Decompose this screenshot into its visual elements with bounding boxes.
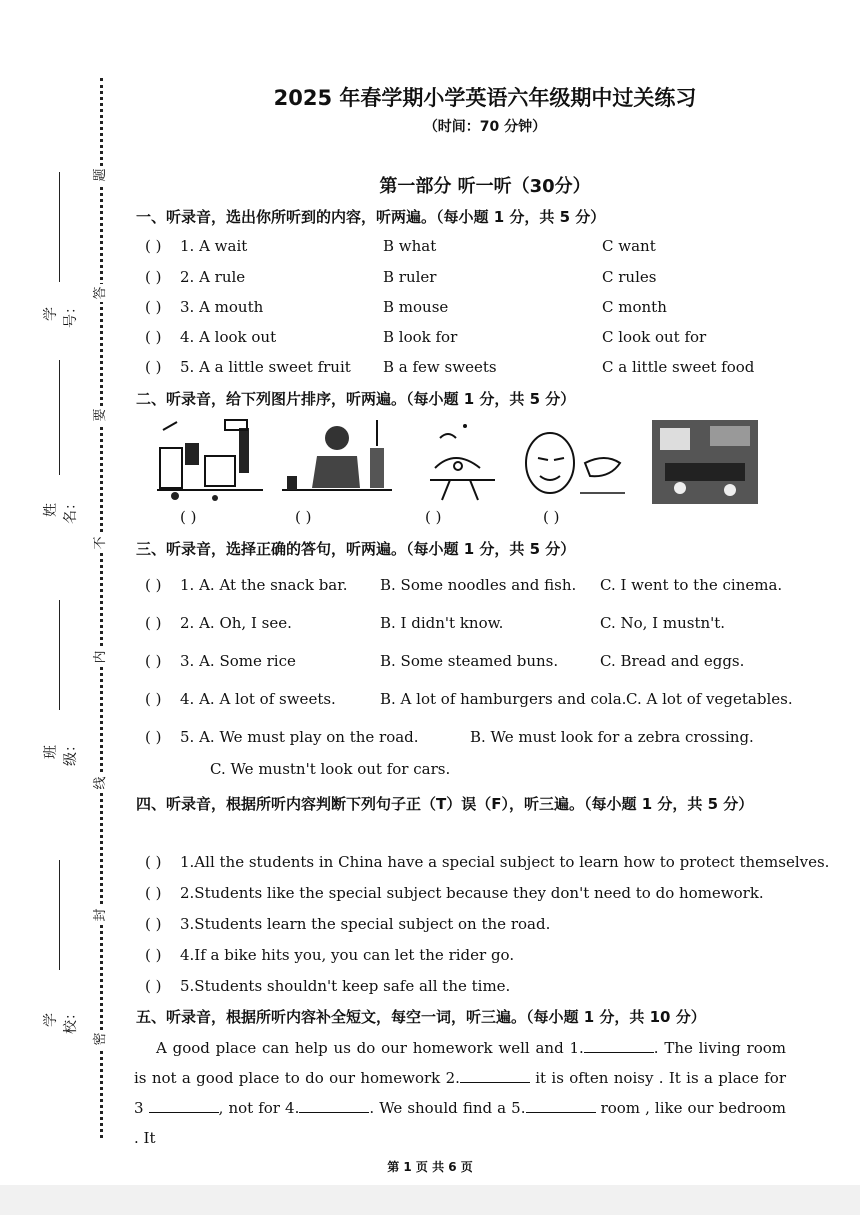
seal-char: 不: [92, 534, 110, 552]
option-b: B. Some steamed buns.: [380, 652, 559, 670]
option-b: B. A lot of hamburgers and cola.: [380, 690, 627, 708]
statement-row: [140, 977, 820, 1001]
answer-blank[interactable]: ( ): [145, 728, 162, 746]
answer-blank[interactable]: ( ): [145, 298, 162, 316]
answer-blank[interactable]: ( ): [145, 946, 162, 964]
seal-char: 内: [92, 648, 110, 666]
student-number-field[interactable]: [40, 172, 80, 337]
option-b: B. I didn't know.: [380, 614, 504, 632]
option-c: C. We mustn't look out for cars.: [210, 760, 451, 778]
passage-text: it is often noisy . It is a place for 3: [134, 1069, 787, 1117]
name-field[interactable]: [40, 360, 80, 530]
option-b: B mouse: [383, 298, 449, 316]
page-number: 第 1 页 共 6 页: [387, 1160, 473, 1174]
question-row: [140, 576, 820, 600]
answer-blank[interactable]: ( ): [145, 358, 162, 376]
section-three-heading: 三、听录音，选择正确的答句，听两遍。（每小题 1 分，共 5 分）: [136, 540, 576, 558]
statement-row: [140, 853, 830, 877]
question-row: [140, 690, 820, 714]
picture-order-blank[interactable]: ( ): [425, 508, 442, 526]
passage-text: . The living room is not a good place to do our homework 2.: [134, 1039, 786, 1087]
kitchen-scene-picture: [155, 418, 265, 506]
passage-text: . We should find a 5.: [369, 1099, 526, 1117]
question-row-continued: [140, 760, 820, 784]
option-c: C a little sweet food: [602, 358, 755, 376]
cloze-blank[interactable]: [584, 1038, 654, 1053]
boy-at-desk-picture: [282, 418, 392, 506]
seal-char: 题: [92, 166, 110, 184]
street-scene-picture: [650, 418, 760, 506]
option-a: 2. A rule: [180, 268, 246, 286]
question-row: [140, 268, 820, 292]
school-underline: [59, 860, 60, 970]
name-label: 姓名：: [43, 496, 79, 524]
section-two-heading: 二、听录音，给下列图片排序，听两遍。（每小题 1 分，共 5 分）: [136, 390, 576, 408]
statement-row: [140, 915, 820, 939]
question-row: [140, 728, 820, 752]
cloze-passage: [134, 1033, 786, 1153]
seal-char: 线: [92, 774, 110, 792]
cloze-blank[interactable]: [460, 1068, 530, 1083]
question-row: [140, 237, 820, 261]
section-five-heading: 五、听录音，根据所听内容补全短文，每空一词，听三遍。（每小题 1 分，共 10 分）: [136, 1008, 706, 1026]
option-c: C. Bread and eggs.: [600, 652, 745, 670]
option-b: B ruler: [383, 268, 437, 286]
seal-char: 封: [92, 906, 110, 924]
page-title: 2025 年春学期小学英语六年级期中过关练习: [273, 86, 697, 110]
option-a: 1. A. At the snack bar.: [180, 576, 348, 594]
passage-text: A good place can help us do our homework well and 1.: [156, 1039, 584, 1057]
statement-text: 5.Students shouldn't keep safe all the time.: [180, 977, 511, 995]
part-one-title: 第一部分 听一听（30分）: [379, 176, 591, 197]
passage-text: , not for 4.: [218, 1099, 300, 1117]
answer-blank[interactable]: ( ): [145, 977, 162, 995]
statement-text: 3.Students learn the special subject on the road.: [180, 915, 551, 933]
question-row: [140, 652, 820, 676]
bottom-margin: [0, 1185, 860, 1215]
statement-text: 4.If a bike hits you, you can let the rider go.: [180, 946, 515, 964]
statement-row: [140, 946, 820, 970]
option-c: C month: [602, 298, 667, 316]
passage-text: room , like our bedroom . It: [134, 1099, 787, 1147]
answer-blank[interactable]: ( ): [145, 853, 162, 871]
class-field[interactable]: [40, 600, 80, 766]
option-a: 4. A look out: [180, 328, 277, 346]
name-underline: [59, 360, 60, 475]
seal-char: 答: [92, 284, 110, 302]
option-c: C want: [602, 237, 656, 255]
face-and-animal-picture: [520, 418, 630, 506]
exam-time: （时间：70 分钟）: [423, 119, 547, 135]
cloze-blank[interactable]: [526, 1098, 596, 1113]
class-label: 班级：: [43, 738, 79, 766]
option-c: C. I went to the cinema.: [600, 576, 783, 594]
question-row: [140, 358, 820, 382]
statement-text: 2.Students like the special subject because they don't need to do homework.: [180, 884, 764, 902]
seal-char: 密: [92, 1030, 110, 1048]
question-row: [140, 328, 820, 352]
option-a: 5. A. We must play on the road.: [180, 728, 419, 746]
option-c: C. No, I mustn't.: [600, 614, 726, 632]
option-b: B. We must look for a zebra crossing.: [470, 728, 754, 746]
answer-blank[interactable]: ( ): [145, 915, 162, 933]
student-number-underline: [59, 172, 60, 282]
answer-blank[interactable]: ( ): [145, 268, 162, 286]
cloze-blank[interactable]: [299, 1098, 369, 1113]
option-b: B look for: [383, 328, 458, 346]
section-four-heading: 四、听录音，根据所听内容判断下列句子正（T）误（F），听三遍。（每小题 1 分，共 5 分）: [136, 795, 754, 813]
section-one-heading: 一、听录音，选出你所听到的内容，听两遍。（每小题 1 分，共 5 分）: [136, 208, 606, 226]
school-field[interactable]: [40, 860, 80, 1050]
student-number-label: 学号：: [43, 300, 79, 328]
question-row: [140, 298, 820, 322]
option-a: 4. A. A lot of sweets.: [180, 690, 336, 708]
answer-blank[interactable]: ( ): [145, 576, 162, 594]
option-a: 3. A. Some rice: [180, 652, 296, 670]
option-a: 2. A. Oh, I see.: [180, 614, 292, 632]
option-a: 3. A mouth: [180, 298, 264, 316]
sleeping-person-picture: [410, 418, 520, 506]
option-b: B. Some noodles and fish.: [380, 576, 577, 594]
option-c: C rules: [602, 268, 657, 286]
picture-order-blank[interactable]: ( ): [543, 508, 560, 526]
seal-char: 要: [92, 406, 110, 424]
option-c: C look out for: [602, 328, 707, 346]
question-row: [140, 614, 820, 638]
answer-blank[interactable]: ( ): [145, 328, 162, 346]
statement-row: [140, 884, 820, 908]
answer-blank[interactable]: ( ): [145, 690, 162, 708]
option-a: 1. A wait: [180, 237, 248, 255]
cloze-blank[interactable]: [149, 1098, 219, 1113]
school-label: 学校：: [43, 1006, 79, 1034]
class-underline: [59, 600, 60, 710]
answer-blank[interactable]: ( ): [145, 614, 162, 632]
option-a: 5. A a little sweet fruit: [180, 358, 351, 376]
option-c: C. A lot of vegetables.: [626, 690, 793, 708]
answer-blank[interactable]: ( ): [145, 652, 162, 670]
answer-blank[interactable]: ( ): [145, 884, 162, 902]
picture-order-blank[interactable]: ( ): [295, 508, 312, 526]
statement-text: 1.All the students in China have a special subject to learn how to protect themselves.: [180, 853, 830, 871]
binding-dotted-line: [100, 78, 103, 1138]
answer-blank[interactable]: ( ): [145, 237, 162, 255]
picture-order-blank[interactable]: ( ): [180, 508, 197, 526]
option-b: B what: [383, 237, 437, 255]
option-b: B a few sweets: [383, 358, 497, 376]
